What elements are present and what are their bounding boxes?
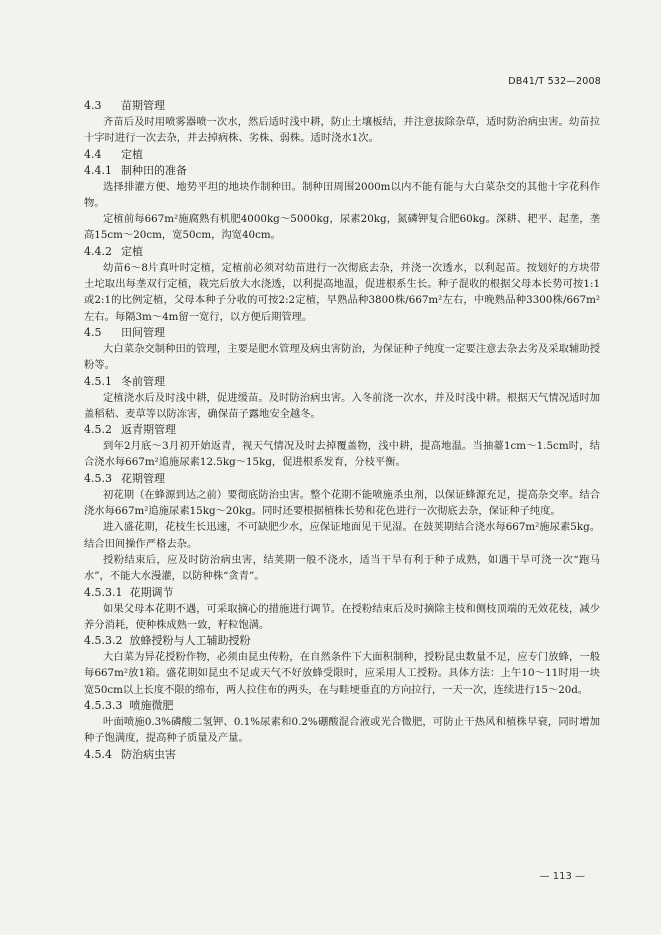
section-number: 4.4.1 xyxy=(84,163,112,177)
section-number: 4.5.3.2 xyxy=(84,634,123,648)
paragraph: 到年2月底～3月初开始返青，视天气情况及时去掉覆盖物，浅中耕，提高地温。当抽薹1cm～1.5cm时，结合浇水每667m²追施尿素12.5kg～15kg，促进根系发育，分枝平衡。 xyxy=(84,440,600,469)
paragraph: 叶面喷施0.3%磷酸二氢钾、0.1%尿素和0.2%硼酸混合液或光合微肥，可防止干热风和植株早衰，同时增加种子饱满度，提高种子质量及产量。 xyxy=(84,716,600,745)
section-number: 4.4.2 xyxy=(84,244,112,258)
section-heading xyxy=(84,98,600,114)
paragraph: 大白菜杂交制种田的管理，主要是肥水管理及病虫害防治，为保证种子纯度一定要注意去杂去劣及采取辅助授粉等。 xyxy=(84,342,600,372)
section-heading xyxy=(84,747,600,763)
paragraph: 授粉结束后，应及时防治病虫害，结荚期一般不浇水，适当干旱有利于种子成熟，如遇干旱可浇一次“跑马水”，不能大水漫灌，以防种株“贪青”。 xyxy=(84,553,600,583)
paragraph: 大白菜为异花授粉作物，必须由昆虫传粉，在自然条件下大面积制种，授粉昆虫数量不足，应专门放蜂，一般每667m²放1箱。盛花期如昆虫不足或天气不好放蜂受限时，应采用人工授粉。具体方法：上午10～11时用一块宽50cm以上长度不限的绵布，两人拉住布的两头，在与畦埂垂直的方向拉行，一天一次，连续进行15～20d。 xyxy=(84,651,600,696)
section-number: 4.5.1 xyxy=(84,374,112,388)
section-number: 4.5.4 xyxy=(84,747,112,761)
section-title: 喷施微肥 xyxy=(129,699,174,713)
document-body xyxy=(84,98,600,763)
section-title: 放蜂授粉与人工辅助授粉 xyxy=(129,634,251,648)
section-number: 4.5.3 xyxy=(84,471,112,485)
section-number: 4.5.2 xyxy=(84,423,112,437)
section-number: 4.5.3.3 xyxy=(84,699,123,713)
paragraph: 定植前每667m²施腐熟有机肥4000kg～5000kg，尿素20kg，氮磷钾复合肥60kg。深耕、耙平、起垄，垄高15cm～20cm，宽50cm，沟宽40cm。 xyxy=(84,213,600,242)
standard-code: DB41/T 532—2008 xyxy=(508,76,601,87)
section-title: 冬前管理 xyxy=(121,374,165,388)
paragraph: 定植浇水后及时浅中耕，促进缓苗。及时防治病虫害。入冬前浇一次水，并及时浅中耕。根据天气情况适时加盖稻秸、麦草等以防冻害，确保苗子露地安全越冬。 xyxy=(84,391,600,420)
section-heading xyxy=(84,374,600,390)
section-heading xyxy=(84,163,600,179)
paragraph: 进入盛花期，花枝生长迅速，不可缺肥少水，应保证地面见干见湿。在鼓荚期结合浇水每667m²施尿素5kg。结合田间操作严格去杂。 xyxy=(84,521,600,550)
section-title: 花期管理 xyxy=(121,471,165,485)
section-number: 4.3 xyxy=(84,99,102,112)
section-title: 防治病虫害 xyxy=(121,747,176,761)
section-heading xyxy=(84,633,600,649)
section-title: 田间管理 xyxy=(121,325,165,339)
paragraph: 初花期（在蜂源到达之前）要彻底防治虫害。整个花期不能喷施杀虫剂，以保证蜂源充足，提高杂交率。结合浇水每667m²追施尿素15kg～20kg。同时还要根据植株长势和花色进行一次彻底去杂，保证种子纯度。 xyxy=(84,488,600,518)
section-number: 4.5.3.1 xyxy=(84,585,123,599)
section-title: 定植 xyxy=(121,244,143,258)
section-title: 花期调节 xyxy=(129,585,174,599)
section-title: 定植 xyxy=(121,147,143,161)
section-heading xyxy=(84,325,600,341)
paragraph: 幼苗6～8片真叶时定植，定植前必须对幼苗进行一次彻底去杂，并浇一次透水，以利起苗。按划好的方块带土坨取出每垄双行定植，栽完后放大水浇透，以利提高地温，促进根系生长。种子混收的根据父母本长势可按1:1或2:1的比例定植，父母本种子分收的可按2:2定植，早熟品种3800株/667m²左右，中晚熟品种3300株/667m²左右。每隔3m～4m留一宽行，以方便后期管理。 xyxy=(84,261,600,323)
paragraph: 选择排灌方便、地势平坦的地块作制种田。制种田周围2000m以内不能有能与大白菜杂交的其他十字花科作物。 xyxy=(84,180,600,209)
section-heading xyxy=(84,585,600,601)
section-number: 4.4 xyxy=(84,147,102,161)
paragraph: 如果父母本花期不遇，可采取摘心的措施进行调节。在授粉结束后及时摘除主枝和侧枝顶端的无效花枝，减少养分消耗，使种株成熟一致，籽粒饱满。 xyxy=(84,602,600,631)
section-title: 返青期管理 xyxy=(121,423,176,437)
section-heading xyxy=(84,147,600,163)
page-number: — 113 — xyxy=(539,871,585,882)
section-number: 4.5 xyxy=(84,325,102,339)
section-heading xyxy=(84,244,600,260)
section-title: 制种田的准备 xyxy=(121,163,187,177)
section-heading xyxy=(84,698,600,714)
section-heading xyxy=(84,471,600,487)
section-title: 苗期管理 xyxy=(121,99,165,112)
section-heading xyxy=(84,422,600,438)
paragraph: 齐苗后及时用喷雾器喷一次水，然后适时浅中耕，防止土壤板结，并注意拔除杂草，适时防治病虫害。幼苗拉十字时进行一次去杂，并去掉病株、劣株、弱株。适时浇水1次。 xyxy=(84,116,600,145)
